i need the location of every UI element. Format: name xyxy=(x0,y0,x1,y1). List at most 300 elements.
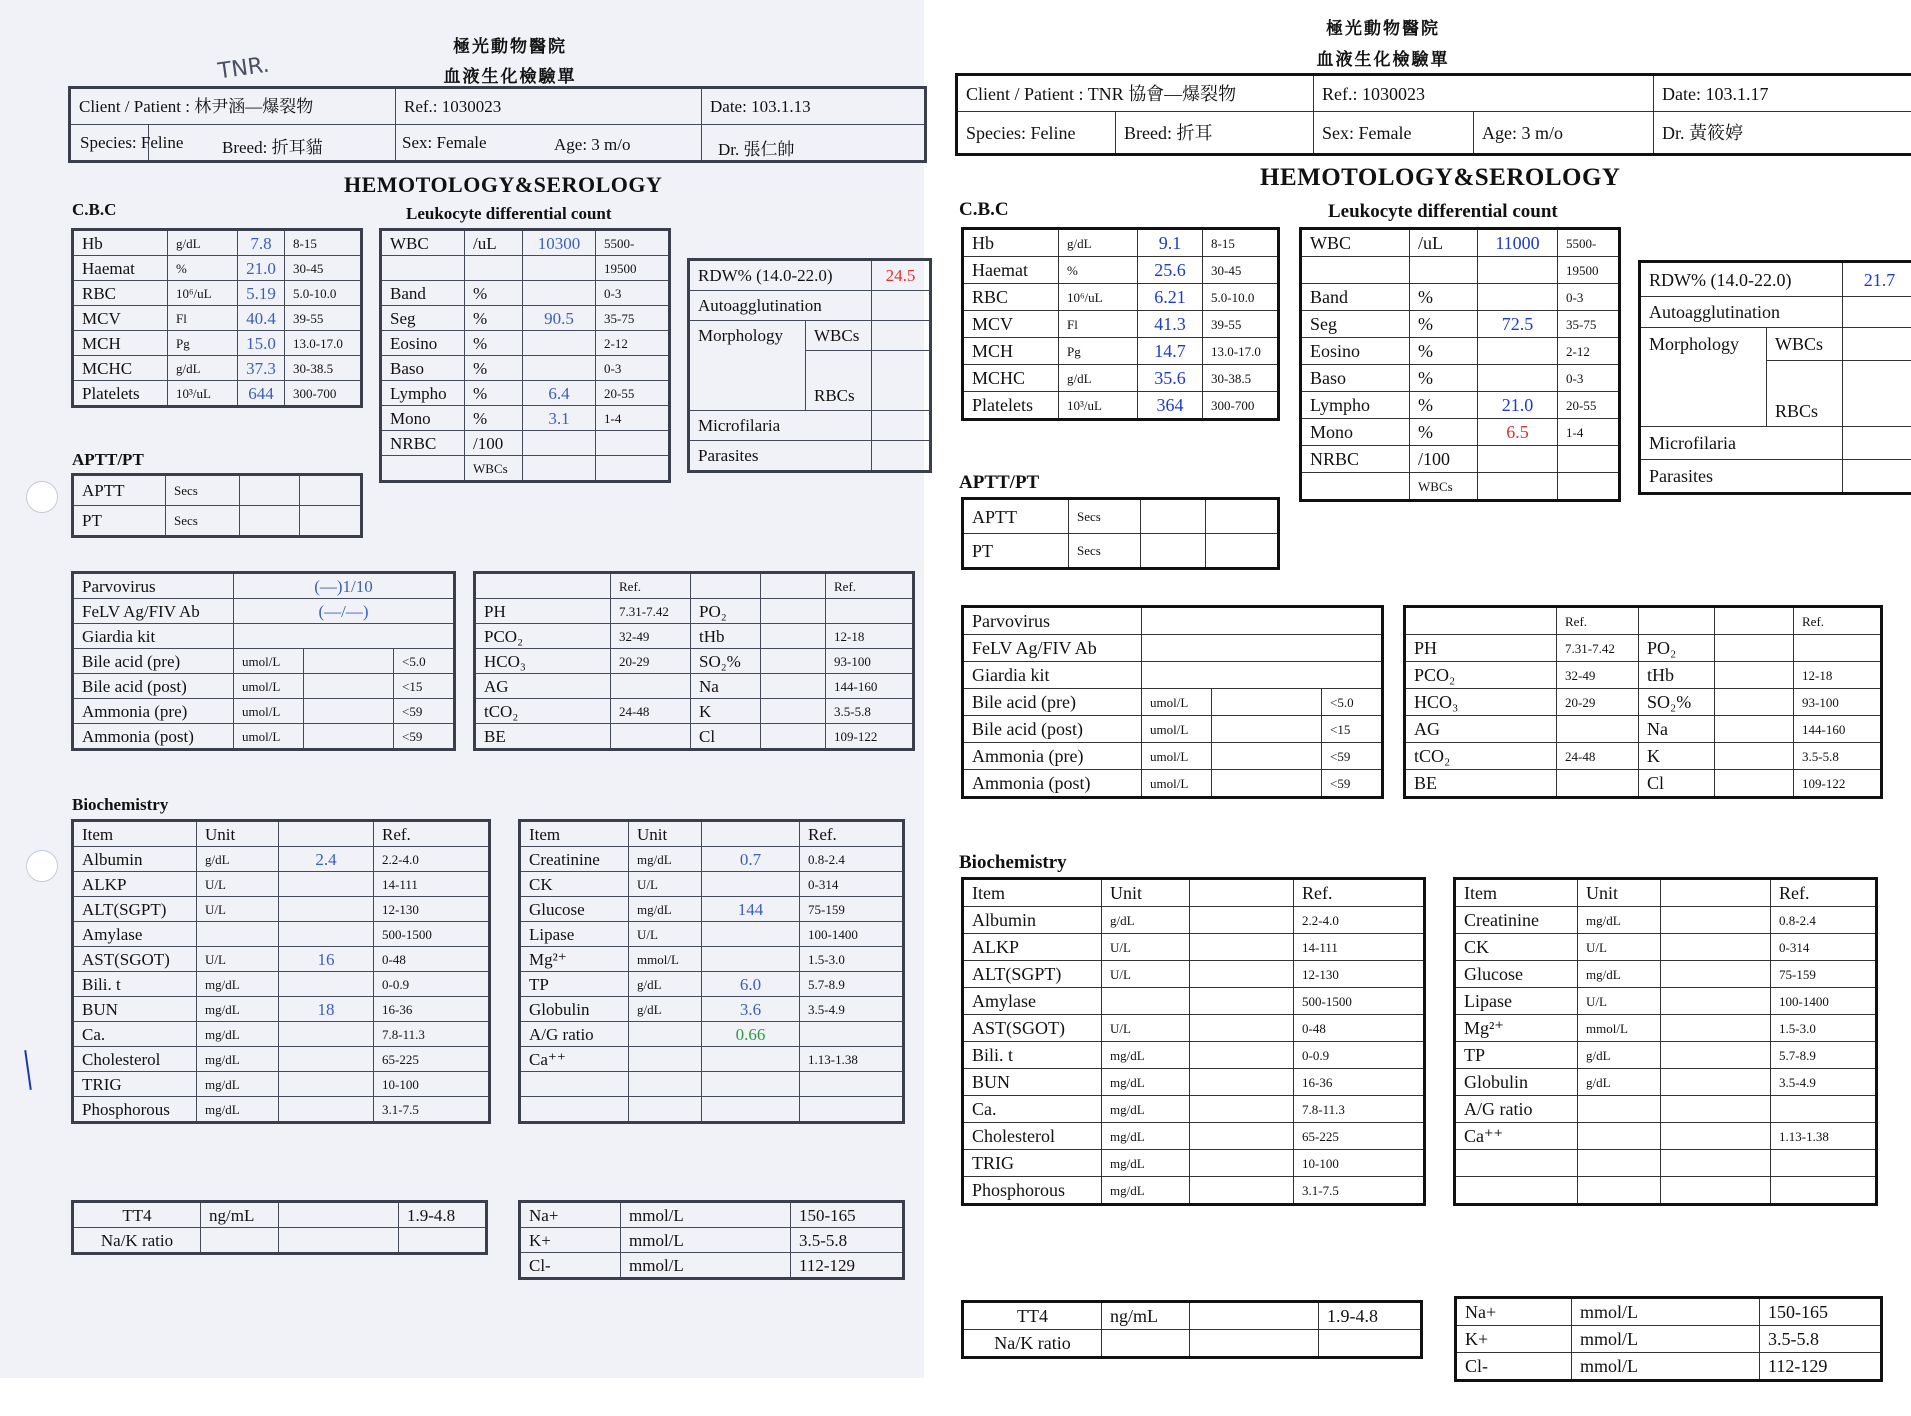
test-value: 0.66 xyxy=(702,1022,800,1047)
biochem-row xyxy=(1456,1123,1876,1150)
test-unit xyxy=(1578,1150,1661,1177)
test-name: SO₂% xyxy=(691,649,761,674)
biochem-row xyxy=(1456,1015,1876,1042)
test-unit: mg/dL xyxy=(1102,1123,1190,1150)
test-unit: mg/dL xyxy=(1102,1177,1190,1204)
test-ref: 2.2-4.0 xyxy=(374,847,489,872)
test-ref: 3.5-5.8 xyxy=(791,1228,903,1253)
test-value xyxy=(304,674,394,699)
test-value xyxy=(1190,961,1294,988)
cbc-heading: C.B.C xyxy=(72,200,117,219)
test-name: TP xyxy=(1456,1042,1578,1069)
test-unit: WBCs xyxy=(465,456,523,481)
test-ref: 144-160 xyxy=(1794,716,1881,743)
test-name: MCV xyxy=(964,311,1059,338)
test-ref: <15 xyxy=(394,674,454,699)
patient-info: Client / Patient : 林尹涵—爆裂物 Ref.: 1030023 Date: 103.1.13 xyxy=(70,88,925,161)
test-name: RBC xyxy=(964,284,1059,311)
test-unit: % xyxy=(1059,257,1138,284)
test-unit: umol/L xyxy=(234,699,304,724)
test-name: CK xyxy=(1456,934,1578,961)
test-ref: 7.31-7.42 xyxy=(1557,635,1639,662)
form-title: 血液生化檢驗單 xyxy=(1316,50,1450,69)
leuko-row xyxy=(382,256,669,281)
test-ref: 112-129 xyxy=(791,1253,903,1278)
test-name: Mono xyxy=(1302,419,1410,446)
electrolyte-table xyxy=(520,1202,903,1278)
test-name: MCHC xyxy=(74,356,168,381)
test-ref: 30-45 xyxy=(285,256,361,281)
test-name: Ammonia (pre) xyxy=(74,699,234,724)
cbc-row xyxy=(964,338,1278,365)
test-name: A/G ratio xyxy=(521,1022,629,1047)
leukocyte-table xyxy=(381,230,669,481)
test-unit: % xyxy=(1410,311,1478,338)
test-value xyxy=(1715,770,1794,797)
hospital-name: 極光動物醫院 xyxy=(1326,19,1440,38)
test-name: Na+ xyxy=(1457,1299,1572,1326)
test-ref xyxy=(1794,635,1881,662)
serology-table xyxy=(73,573,454,749)
test-name: NRBC xyxy=(1302,446,1410,473)
morphology-table: RDW% (14.0-22.0) 24.5 Autoagglutination Morphology WBCs RBCs Microfilaria Parasites xyxy=(689,260,930,471)
test-name: TT4 xyxy=(964,1303,1102,1330)
test-ref: <59 xyxy=(394,699,454,724)
test-unit: % xyxy=(465,381,523,406)
header-row: Item Unit Ref. xyxy=(74,822,489,847)
electrolyte-table xyxy=(1456,1298,1881,1380)
test-name: AST(SGOT) xyxy=(74,947,197,972)
test-unit: umol/L xyxy=(234,674,304,699)
test-ref: 0-0.9 xyxy=(374,972,489,997)
test-value xyxy=(523,431,596,456)
test-unit: Fl xyxy=(168,306,238,331)
rdw-label: RDW% (14.0-22.0) xyxy=(690,261,872,291)
test-ref: 500-1500 xyxy=(374,922,489,947)
test-name: Globulin xyxy=(521,997,629,1022)
cbc-row xyxy=(74,231,361,256)
biochem-row xyxy=(521,947,903,972)
test-name: Mg²⁺ xyxy=(1456,1015,1578,1042)
section-title: HEMOTOLOGY&SEROLOGY xyxy=(344,172,663,197)
test-unit: % xyxy=(1410,419,1478,446)
test-value xyxy=(234,624,454,649)
hospital-name: 極光動物醫院 xyxy=(453,37,567,56)
test-ref: 20-29 xyxy=(611,649,691,674)
test-unit: % xyxy=(465,281,523,306)
biochem-row xyxy=(521,847,903,872)
test-unit xyxy=(629,1047,702,1072)
serology-row xyxy=(74,724,454,749)
test-name: HCO₃ xyxy=(1406,689,1557,716)
test-name: Albumin xyxy=(964,907,1102,934)
test-name: BE xyxy=(476,724,611,749)
test-value: 6.4 xyxy=(523,381,596,406)
test-unit xyxy=(1410,257,1478,284)
test-unit: U/L xyxy=(629,872,702,897)
biochem-row xyxy=(1456,1096,1876,1123)
test-name: Platelets xyxy=(964,392,1059,419)
test-ref xyxy=(399,1228,486,1253)
test-unit: mg/dL xyxy=(1102,1096,1190,1123)
test-unit: Pg xyxy=(168,331,238,356)
scanned-report xyxy=(0,0,924,1378)
test-value xyxy=(279,1047,374,1072)
test-name: Band xyxy=(1302,284,1410,311)
test-ref: 100-1400 xyxy=(800,922,903,947)
biochem-row xyxy=(964,961,1424,988)
serology-row xyxy=(74,674,454,699)
test-name: Eosino xyxy=(1302,338,1410,365)
test-value xyxy=(1478,446,1558,473)
digital-report xyxy=(935,0,1911,1378)
test-value: 18 xyxy=(279,997,374,1022)
test-unit: mmol/L xyxy=(621,1253,791,1278)
test-value: 40.4 xyxy=(238,306,285,331)
test-name: Lipase xyxy=(521,922,629,947)
test-name: K xyxy=(1639,743,1715,770)
test-value xyxy=(1661,1069,1771,1096)
test-name: BUN xyxy=(964,1069,1102,1096)
test-ref: 24-48 xyxy=(1557,743,1639,770)
cbc-row xyxy=(74,381,361,406)
leuko-row xyxy=(1302,338,1619,365)
test-value xyxy=(1142,662,1382,689)
test-ref: 100-1400 xyxy=(1771,988,1876,1015)
test-value xyxy=(1661,907,1771,934)
tt4-table xyxy=(73,1202,486,1253)
biochem-left-table xyxy=(73,821,489,1122)
test-value xyxy=(523,281,596,306)
test-name: Ammonia (post) xyxy=(964,770,1142,797)
test-ref: 0-3 xyxy=(596,356,669,381)
test-ref xyxy=(800,1072,903,1097)
test-name: Glucose xyxy=(521,897,629,922)
test-value: 37.3 xyxy=(238,356,285,381)
header-row: Item Unit Ref. xyxy=(521,822,903,847)
electrolyte-row xyxy=(1457,1299,1881,1326)
test-value: 21.0 xyxy=(1478,392,1558,419)
test-name: Na xyxy=(1639,716,1715,743)
test-name xyxy=(1302,473,1410,500)
test-name: ALT(SGPT) xyxy=(74,897,197,922)
breed: Breed: 折耳 xyxy=(1116,112,1314,154)
serology-row xyxy=(964,770,1382,797)
test-value xyxy=(1661,988,1771,1015)
test-ref: 65-225 xyxy=(1294,1123,1424,1150)
test-name: MCH xyxy=(74,331,168,356)
test-name: Na+ xyxy=(521,1203,621,1228)
test-ref: 14-111 xyxy=(1294,934,1424,961)
test-value xyxy=(1661,1096,1771,1123)
test-value: 364 xyxy=(1138,392,1203,419)
electrolyte-row xyxy=(1457,1326,1881,1353)
serology-row xyxy=(74,649,454,674)
test-ref: 32-49 xyxy=(611,624,691,649)
test-name xyxy=(1302,257,1410,284)
test-name: Cl- xyxy=(521,1253,621,1278)
header-row: Item Unit Ref. xyxy=(1456,880,1876,907)
test-name: Band xyxy=(382,281,465,306)
aptt-table: APTT Secs PT Secs xyxy=(73,475,361,536)
test-value: 21.0 xyxy=(238,256,285,281)
test-name: TP xyxy=(521,972,629,997)
test-unit: mmol/L xyxy=(1578,1015,1661,1042)
test-ref: 1.5-3.0 xyxy=(1771,1015,1876,1042)
test-name: PH xyxy=(476,599,611,624)
test-name: Amylase xyxy=(964,988,1102,1015)
biochem-row xyxy=(74,872,489,897)
test-value xyxy=(1661,1177,1771,1204)
gas-row xyxy=(1406,635,1881,662)
test-ref: 8-15 xyxy=(285,231,361,256)
test-unit: g/dL xyxy=(629,972,702,997)
test-ref: 1.5-3.0 xyxy=(800,947,903,972)
test-name: BUN xyxy=(74,997,197,1022)
client-value: TNR 協會—爆裂物 xyxy=(1087,83,1237,104)
test-name: Amylase xyxy=(74,922,197,947)
test-value xyxy=(279,1097,374,1122)
serology-row xyxy=(74,699,454,724)
test-name: Ca. xyxy=(74,1022,197,1047)
serology-row xyxy=(74,624,454,649)
test-value: 3.6 xyxy=(702,997,800,1022)
serology-row xyxy=(964,608,1382,635)
test-name: CK xyxy=(521,872,629,897)
tt4-row xyxy=(74,1228,486,1253)
test-name: Ca⁺⁺ xyxy=(521,1047,629,1072)
test-unit: % xyxy=(1410,392,1478,419)
test-value xyxy=(1190,907,1294,934)
test-value xyxy=(1661,961,1771,988)
test-value xyxy=(1478,338,1558,365)
test-ref: 2-12 xyxy=(596,331,669,356)
test-value xyxy=(279,972,374,997)
test-value xyxy=(1190,1015,1294,1042)
test-ref: 3.5-5.8 xyxy=(826,699,913,724)
test-ref xyxy=(800,1022,903,1047)
test-ref: 5.0-10.0 xyxy=(285,281,361,306)
test-name: Glucose xyxy=(1456,961,1578,988)
test-value xyxy=(1212,770,1322,797)
test-name: Na xyxy=(691,674,761,699)
test-name: PCO₂ xyxy=(1406,662,1557,689)
test-value xyxy=(523,456,596,481)
test-name: Cl- xyxy=(1457,1353,1572,1380)
test-unit: 10⁶/uL xyxy=(1059,284,1138,311)
test-ref: 39-55 xyxy=(1203,311,1278,338)
test-unit: 10³/uL xyxy=(168,381,238,406)
test-ref: 12-130 xyxy=(1294,961,1424,988)
biochem-row xyxy=(74,972,489,997)
test-name: MCH xyxy=(964,338,1059,365)
biochem-row xyxy=(1456,907,1876,934)
test-unit: mg/dL xyxy=(197,972,279,997)
leuko-row xyxy=(1302,311,1619,338)
test-name: NRBC xyxy=(382,431,465,456)
test-unit: U/L xyxy=(1102,961,1190,988)
biochem-row xyxy=(1456,1069,1876,1096)
leukocyte-table xyxy=(1301,229,1619,500)
test-ref: 0-0.9 xyxy=(1294,1042,1424,1069)
test-value xyxy=(702,947,800,972)
test-ref: <59 xyxy=(394,724,454,749)
biochem-row xyxy=(964,1123,1424,1150)
test-name: Bile acid (pre) xyxy=(964,689,1142,716)
test-ref: 150-165 xyxy=(1760,1299,1881,1326)
ref-value: 1030023 xyxy=(441,97,502,116)
test-name xyxy=(521,1072,629,1097)
leuko-row xyxy=(1302,392,1619,419)
test-ref: 30-45 xyxy=(1203,257,1278,284)
sex: Sex: Female xyxy=(1314,112,1474,154)
test-unit: mg/dL xyxy=(1102,1042,1190,1069)
test-ref xyxy=(1557,770,1639,797)
test-name: tHb xyxy=(1639,662,1715,689)
test-name: Globulin xyxy=(1456,1069,1578,1096)
leuko-row xyxy=(382,306,669,331)
test-value xyxy=(279,872,374,897)
test-name: PO₂ xyxy=(1639,635,1715,662)
blood-gas-table xyxy=(475,573,913,749)
gas-row xyxy=(476,599,913,624)
test-value: 15.0 xyxy=(238,331,285,356)
test-value xyxy=(702,922,800,947)
test-ref: 14-111 xyxy=(374,872,489,897)
test-ref: 1.13-1.38 xyxy=(1771,1123,1876,1150)
test-name: MCV xyxy=(74,306,168,331)
test-ref: 500-1500 xyxy=(1294,988,1424,1015)
test-ref xyxy=(800,1097,903,1122)
species: Species: Feline xyxy=(958,112,1116,154)
header-row: Ref. Ref. xyxy=(1406,608,1881,635)
test-ref: <15 xyxy=(1322,716,1382,743)
serology-row xyxy=(964,662,1382,689)
test-name: Cl xyxy=(691,724,761,749)
test-name: Hb xyxy=(964,230,1059,257)
test-unit xyxy=(629,1022,702,1047)
test-name: Bile acid (post) xyxy=(74,674,234,699)
test-unit: Fl xyxy=(1059,311,1138,338)
test-value: 3.1 xyxy=(523,406,596,431)
test-value xyxy=(1715,716,1794,743)
test-name: Cholesterol xyxy=(964,1123,1102,1150)
test-name: Na/K ratio xyxy=(964,1330,1102,1357)
test-unit xyxy=(197,922,279,947)
test-ref: 0-48 xyxy=(374,947,489,972)
test-name: Bile acid (post) xyxy=(964,716,1142,743)
test-ref: 5500- xyxy=(1558,230,1619,257)
biochem-row xyxy=(1456,1177,1876,1204)
cbc-row xyxy=(964,392,1278,419)
gas-row xyxy=(1406,689,1881,716)
electrolyte-row xyxy=(1457,1353,1881,1380)
punch-hole xyxy=(26,481,58,513)
test-value xyxy=(1142,635,1382,662)
test-name: Hb xyxy=(74,231,168,256)
test-name: Haemat xyxy=(74,256,168,281)
biochem-row xyxy=(521,897,903,922)
leuko-row xyxy=(382,406,669,431)
biochem-row xyxy=(521,872,903,897)
test-name: BE xyxy=(1406,770,1557,797)
test-name: FeLV Ag/FIV Ab xyxy=(74,599,234,624)
test-value: 9.1 xyxy=(1138,230,1203,257)
test-value xyxy=(1661,1123,1771,1150)
test-value xyxy=(1715,689,1794,716)
test-ref: 109-122 xyxy=(1794,770,1881,797)
test-ref: 3.5-4.9 xyxy=(1771,1069,1876,1096)
test-name: TT4 xyxy=(74,1203,201,1228)
test-unit: 10³/uL xyxy=(1059,392,1138,419)
biochem-row xyxy=(74,1097,489,1122)
test-name: Giardia kit xyxy=(964,662,1142,689)
test-unit: U/L xyxy=(1578,934,1661,961)
biochem-row xyxy=(74,922,489,947)
test-unit: U/L xyxy=(1102,934,1190,961)
test-name: ALT(SGPT) xyxy=(964,961,1102,988)
test-unit: /uL xyxy=(1410,230,1478,257)
test-unit: umol/L xyxy=(1142,716,1212,743)
test-name xyxy=(1456,1150,1578,1177)
leuko-row xyxy=(382,356,669,381)
test-ref: 30-38.5 xyxy=(1203,365,1278,392)
test-name: HCO₃ xyxy=(476,649,611,674)
biochem-row xyxy=(521,1047,903,1072)
test-unit: % xyxy=(465,331,523,356)
test-unit: U/L xyxy=(197,947,279,972)
leuko-row xyxy=(1302,446,1619,473)
test-ref: 2-12 xyxy=(1558,338,1619,365)
test-unit: 10⁶/uL xyxy=(168,281,238,306)
test-ref: 10-100 xyxy=(1294,1150,1424,1177)
patient-info: Client / Patient : TNR 協會—爆裂物 Ref.: 1030023 Date: 103.1.17 Species: Feline Breed: 折耳 Sex: Female Age: 3 m/o Dr. 黃筱婷 xyxy=(957,75,1911,154)
leuko-row xyxy=(1302,230,1619,257)
test-name: Haemat xyxy=(964,257,1059,284)
test-value xyxy=(1661,934,1771,961)
test-ref: 3.5-4.9 xyxy=(800,997,903,1022)
test-unit: /uL xyxy=(465,231,523,256)
test-value xyxy=(1190,1096,1294,1123)
test-value xyxy=(1190,1177,1294,1204)
test-unit: umol/L xyxy=(1142,689,1212,716)
test-value xyxy=(1478,365,1558,392)
test-name: AST(SGOT) xyxy=(964,1015,1102,1042)
test-name: tCO₂ xyxy=(476,699,611,724)
aptt-heading: APTT/PT xyxy=(959,472,1040,493)
test-name: ALKP xyxy=(964,934,1102,961)
test-value: 644 xyxy=(238,381,285,406)
cbc-row xyxy=(74,331,361,356)
test-value xyxy=(1715,743,1794,770)
biochem-row xyxy=(74,847,489,872)
test-ref: 20-55 xyxy=(1558,392,1619,419)
test-value: 6.0 xyxy=(702,972,800,997)
biochem-row xyxy=(964,1096,1424,1123)
test-unit: WBCs xyxy=(1410,473,1478,500)
biochem-row xyxy=(964,1150,1424,1177)
leuko-row xyxy=(1302,473,1619,500)
cbc-row xyxy=(74,306,361,331)
test-unit: umol/L xyxy=(234,724,304,749)
biochem-row xyxy=(964,934,1424,961)
gas-row xyxy=(476,699,913,724)
test-name: Seg xyxy=(382,306,465,331)
handwritten-annotation: TNR. xyxy=(216,52,271,85)
test-value xyxy=(279,1022,374,1047)
test-ref xyxy=(1558,473,1619,500)
test-value xyxy=(523,331,596,356)
